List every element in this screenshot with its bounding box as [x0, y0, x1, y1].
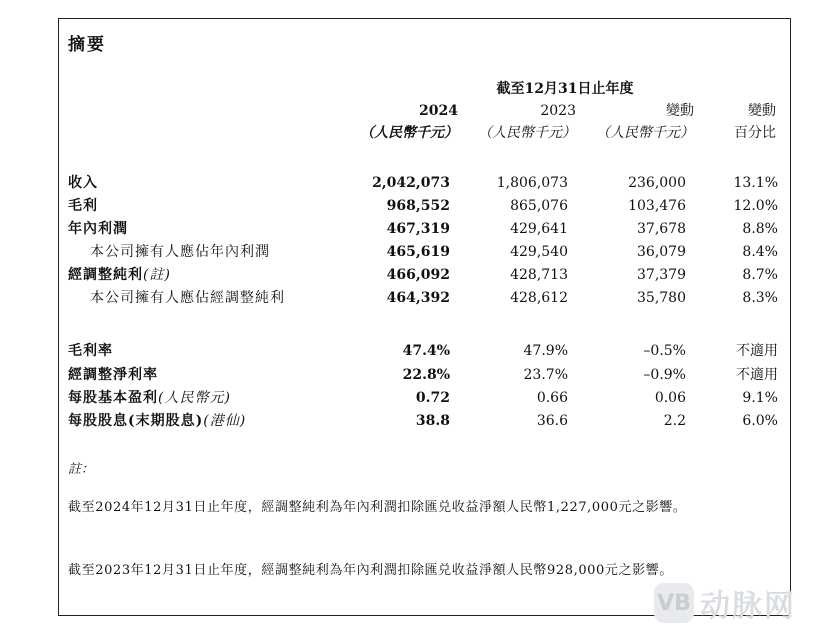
table-row — [68, 387, 780, 409]
cell-2024: 466,092 — [386, 267, 450, 283]
row-label: 毛利率 — [68, 343, 113, 359]
table-row — [68, 340, 780, 362]
row-label: 每股基本盈利(人民幣元) — [68, 390, 231, 406]
watermark — [654, 579, 819, 627]
cell-2023: 23.7% — [523, 367, 568, 383]
page-title: 摘要 — [68, 35, 106, 55]
row-label: 毛利 — [68, 198, 98, 214]
table-row — [68, 410, 780, 432]
period-header: 截至12月31日止年度 — [496, 81, 634, 97]
cell-change-pct: 8.4% — [742, 244, 778, 260]
cell-change-pct: 不適用 — [736, 343, 778, 359]
row-label: 每股股息(末期股息)(港仙) — [68, 413, 247, 429]
table-row — [68, 172, 780, 194]
cell-2024: 465,619 — [386, 244, 450, 260]
cell-change-pct: 不適用 — [736, 367, 778, 383]
table-row — [68, 195, 780, 217]
notes-heading: 註： — [68, 462, 95, 477]
col-header-change: 變動 （人民幣千元） — [596, 103, 694, 141]
cell-2023: 429,540 — [510, 244, 568, 260]
cell-2024: 22.8% — [402, 367, 450, 383]
watermark-text: 动脉网 — [700, 589, 796, 624]
cell-change: 2.2 — [663, 413, 686, 429]
cell-change: 36,079 — [637, 244, 686, 260]
cell-2024: 467,319 — [386, 221, 450, 237]
cell-change-pct: 8.7% — [742, 267, 778, 283]
table-row — [68, 364, 780, 386]
row-label: 本公司擁有人應佔年內利潤 — [90, 244, 270, 260]
cell-2024: 47.4% — [402, 343, 450, 359]
cell-change-pct: 8.8% — [742, 221, 778, 237]
cell-change: –0.5% — [643, 343, 686, 359]
col-header-2023: 2023 （人民幣千元） — [478, 103, 576, 141]
cell-change: 0.06 — [654, 390, 686, 406]
cell-change-pct: 8.3% — [742, 290, 778, 306]
cell-2023: 0.66 — [536, 390, 568, 406]
row-label: 收入 — [68, 175, 98, 191]
note-paragraph-2: 截至2023年12月31日止年度，經調整純利為年內利潤扣除匯兑收益淨額人民幣928,000元之影響。 — [68, 563, 673, 578]
cell-2023: 36.6 — [536, 413, 568, 429]
cell-2024: 38.8 — [415, 413, 450, 429]
cell-change-pct: 9.1% — [742, 390, 778, 406]
cell-2024: 0.72 — [415, 390, 450, 406]
cell-2023: 47.9% — [523, 343, 568, 359]
cell-change: –0.9% — [643, 367, 686, 383]
cell-change: 236,000 — [628, 175, 686, 191]
cell-change-pct: 6.0% — [742, 413, 778, 429]
row-label: 年內利潤 — [68, 221, 128, 237]
cell-change: 37,678 — [637, 221, 686, 237]
cell-change: 37,379 — [637, 267, 686, 283]
table-row — [68, 218, 780, 240]
cell-2023: 428,713 — [510, 267, 568, 283]
watermark-logo-icon: VB — [654, 583, 694, 623]
cell-2023: 429,641 — [510, 221, 568, 237]
cell-change: 103,476 — [628, 198, 686, 214]
cell-2023: 428,612 — [510, 290, 568, 306]
note-paragraph-1: 截至2024年12月31日止年度，經調整純利為年內利潤扣除匯兑收益淨額人民幣1,227,000元之影響。 — [68, 500, 687, 515]
cell-2023: 865,076 — [510, 198, 568, 214]
row-label: 經調整淨利率 — [68, 367, 158, 383]
row-label: 本公司擁有人應佔經調整純利 — [90, 290, 285, 306]
col-header-change-pct: 變動 百分比 — [734, 103, 776, 141]
cell-2024: 2,042,073 — [372, 175, 450, 191]
table-row — [68, 264, 780, 286]
cell-change-pct: 13.1% — [733, 175, 778, 191]
cell-change-pct: 12.0% — [733, 198, 778, 214]
cell-change: 35,780 — [637, 290, 686, 306]
table-row — [68, 241, 780, 263]
cell-2024: 968,552 — [386, 198, 450, 214]
cell-2023: 1,806,073 — [496, 175, 568, 191]
col-header-2024: 2024 （人民幣千元） — [360, 103, 458, 141]
table-row — [68, 287, 780, 309]
cell-2024: 464,392 — [386, 290, 450, 306]
row-label: 經調整純利(註) — [68, 267, 171, 283]
